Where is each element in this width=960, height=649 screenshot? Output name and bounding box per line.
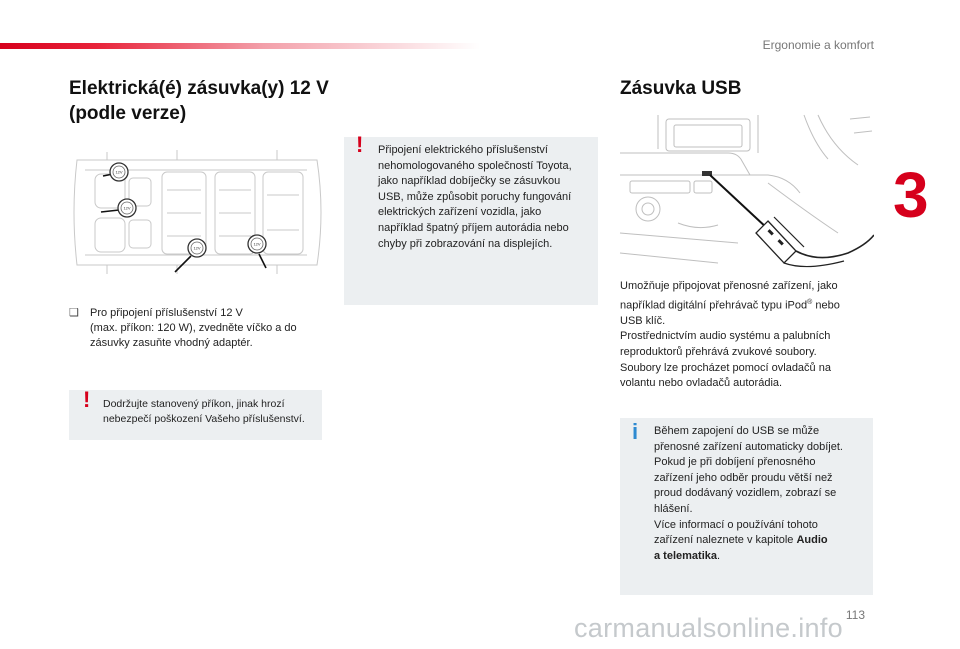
accessory-warning-line: USB, může způsobit poruchy fungování <box>378 190 572 203</box>
socket-label-3: 12V <box>193 245 201 251</box>
watermark: carmanualsonline.info <box>574 613 843 643</box>
accessory-warning-line: chyby při zobrazování na displejích. <box>378 237 553 250</box>
instruction-line2: (max. příkon: 120 W), zvedněte víčko a do <box>90 322 297 334</box>
van-interior-diagram <box>67 140 331 285</box>
instruction-line3: zásuvky zasuňte vhodný adaptér. <box>90 337 253 349</box>
usb-desc-p1 <box>620 279 875 329</box>
accessory-warning-box <box>344 132 598 305</box>
chapter-number: 3 <box>893 159 929 231</box>
usb-socket-title: Zásuvka USB <box>620 78 742 99</box>
usb-info-line: Pokud je při dobíjení přenosného <box>654 456 816 469</box>
usb-desc-line: Soubory lze procházet pomocí ovladačů na <box>620 361 831 374</box>
registered-mark: ® <box>807 298 813 306</box>
warning-icon: ! <box>356 132 364 157</box>
usb-description <box>620 279 875 392</box>
usb-desc-line: Prostřednictvím audio systému a palubních <box>620 330 831 343</box>
audio-chapter-link-part2: a telematika <box>654 549 717 562</box>
usb-info-line-last: zařízení naleznete v kapitole <box>654 534 797 547</box>
usb-desc-line: volantu nebo ovladačů autorádia. <box>620 377 783 390</box>
usb-info-text <box>654 424 864 564</box>
usb-info-line: přenosné zařízení automaticky dobíjet. <box>654 440 843 453</box>
accessory-warning-line: elektrických zařízení vozidla, jako <box>378 206 542 219</box>
usb-info-line: hlášení. <box>654 502 693 515</box>
instruction-line1: Pro připojení příslušenství 12 V <box>90 307 243 319</box>
socket-label-4: 12V <box>253 241 261 247</box>
audio-chapter-link-part1: Audio <box>796 534 828 547</box>
usb-plug-icon <box>756 217 874 267</box>
usb-socket-figure <box>618 113 874 271</box>
usb-desc-line1: Umožňuje připojovat přenosné zařízení, jako <box>620 280 838 292</box>
accessory-warning-line: nehomologovaného společností Toyota, <box>378 159 572 172</box>
socket-12v-instruction-text <box>90 306 297 351</box>
accessory-warning-line: například špatný příjem autorádia nebo <box>378 221 569 234</box>
power-warning-text <box>103 397 317 427</box>
socket-12v-instruction <box>69 306 331 351</box>
power-warning-line2: nebezpečí poškození Vašeho příslušenství. <box>103 413 305 425</box>
usb-info-line: proud dodávaný vozidlem, zobrazí se <box>654 487 837 500</box>
socket-12v-title <box>69 76 339 126</box>
usb-info-line: Během zapojení do USB se může <box>654 425 820 437</box>
usb-desc-p2 <box>620 329 875 391</box>
header-accent-bar <box>0 43 480 49</box>
usb-desc-line: reproduktorů přehrává zvukové soubory. <box>620 346 817 359</box>
warning-icon: ! <box>83 387 91 412</box>
usb-info-line: Více informací o používání tohoto <box>654 518 818 531</box>
accessory-warning-line: Připojení elektrického příslušenství <box>378 144 548 156</box>
socket-label-2: 12V <box>123 205 131 211</box>
accessory-warning-line: jako například dobíječky se zásuvkou <box>378 175 561 188</box>
van-floorplan-illustration <box>67 140 331 285</box>
power-warning-line1: Dodržujte stanovený příkon, jinak hrozí <box>103 398 285 410</box>
power-warning-box <box>69 387 322 440</box>
socket-12v-title-line2: (podle verze) <box>69 103 187 124</box>
usb-desc-line3: USB klíč. <box>620 314 666 327</box>
section-label: Ergonomie a komfort <box>762 38 874 52</box>
info-icon: i <box>632 419 639 444</box>
socket-12v-title-line1: Elektrická(é) zásuvka(y) 12 V <box>69 78 329 99</box>
usb-desc-line2b: nebo <box>812 299 840 312</box>
accessory-warning-text <box>378 143 593 252</box>
usb-desc-line2a: například digitální přehrávač typu iPod <box>620 299 808 312</box>
usb-info-end: . <box>716 549 721 562</box>
usb-dashboard-illustration <box>618 113 874 271</box>
usb-info-line: zařízení jeho odběr proudu větší než <box>654 471 833 484</box>
page-number: 113 <box>845 608 865 622</box>
socket-label-1: 12V <box>115 169 123 175</box>
usb-info-box <box>620 418 873 595</box>
bullet-checkbox-icon: ❑ <box>69 307 79 319</box>
